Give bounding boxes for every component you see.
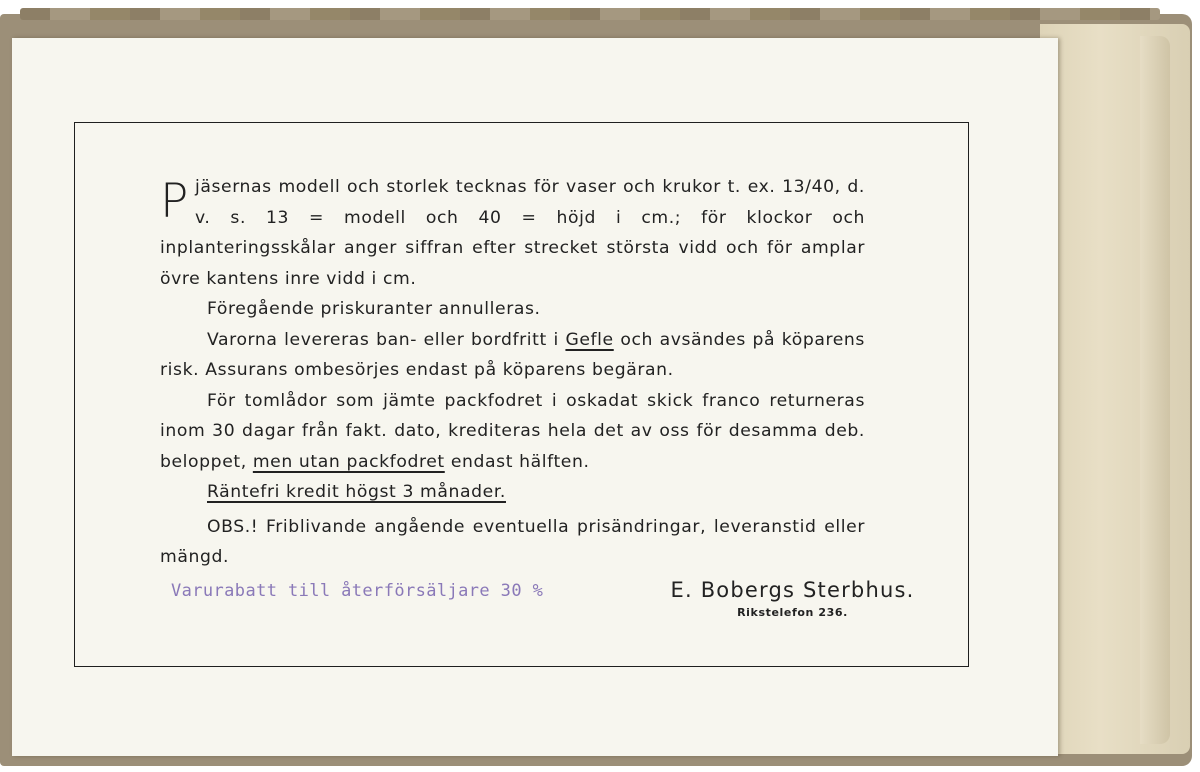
drop-cap: P [160,174,189,229]
back-pages-stack [1040,24,1190,754]
packfodret-note: men utan packfodret [252,451,445,472]
paragraph-models: Pjäsernas modell och storlek tecknas för vaser och krukor t. ex. 13/40, d. v. s. 13 = modell och 40 = höjd i cm.; för klockor och inplanteringsskålar anger siffran efter strecket största vidd och för amplar övre kantens inre vidd i cm. [160,174,865,289]
company-phone: Rikstelefon 236. [737,606,848,619]
discount-stamp: Varurabatt till återförsäljare 30 % [171,581,544,601]
company-name: E. Bobergs Sterbhus. [670,578,915,602]
place-gefle: Gefle [565,329,614,350]
cover-frayed-edge [20,8,1160,20]
paragraph-obs: OBS.! Friblivande angående eventuella prisändringar, leveranstid eller mängd. [160,516,865,567]
terms-text-block [160,172,865,573]
signature-block [650,576,935,619]
paragraph-delivery: Varorna levereras ban- eller bordfritt i Gefle och avsändes på köparens risk. Assurans ombesörjes endast på köparens begäran. [160,329,865,380]
paragraph-credit: Räntefri kredit högst 3 månader. [207,482,506,502]
paragraph-returns: För tomlådor som jämte packfodret i oskadat skick franco returneras inom 30 dagar från fakt. dato, krediteras hela det av oss för desamma deb. beloppet, men utan packfodret endast hälften. [160,390,865,472]
paragraph-annul: Föregående priskuranter annulleras. [207,299,541,319]
